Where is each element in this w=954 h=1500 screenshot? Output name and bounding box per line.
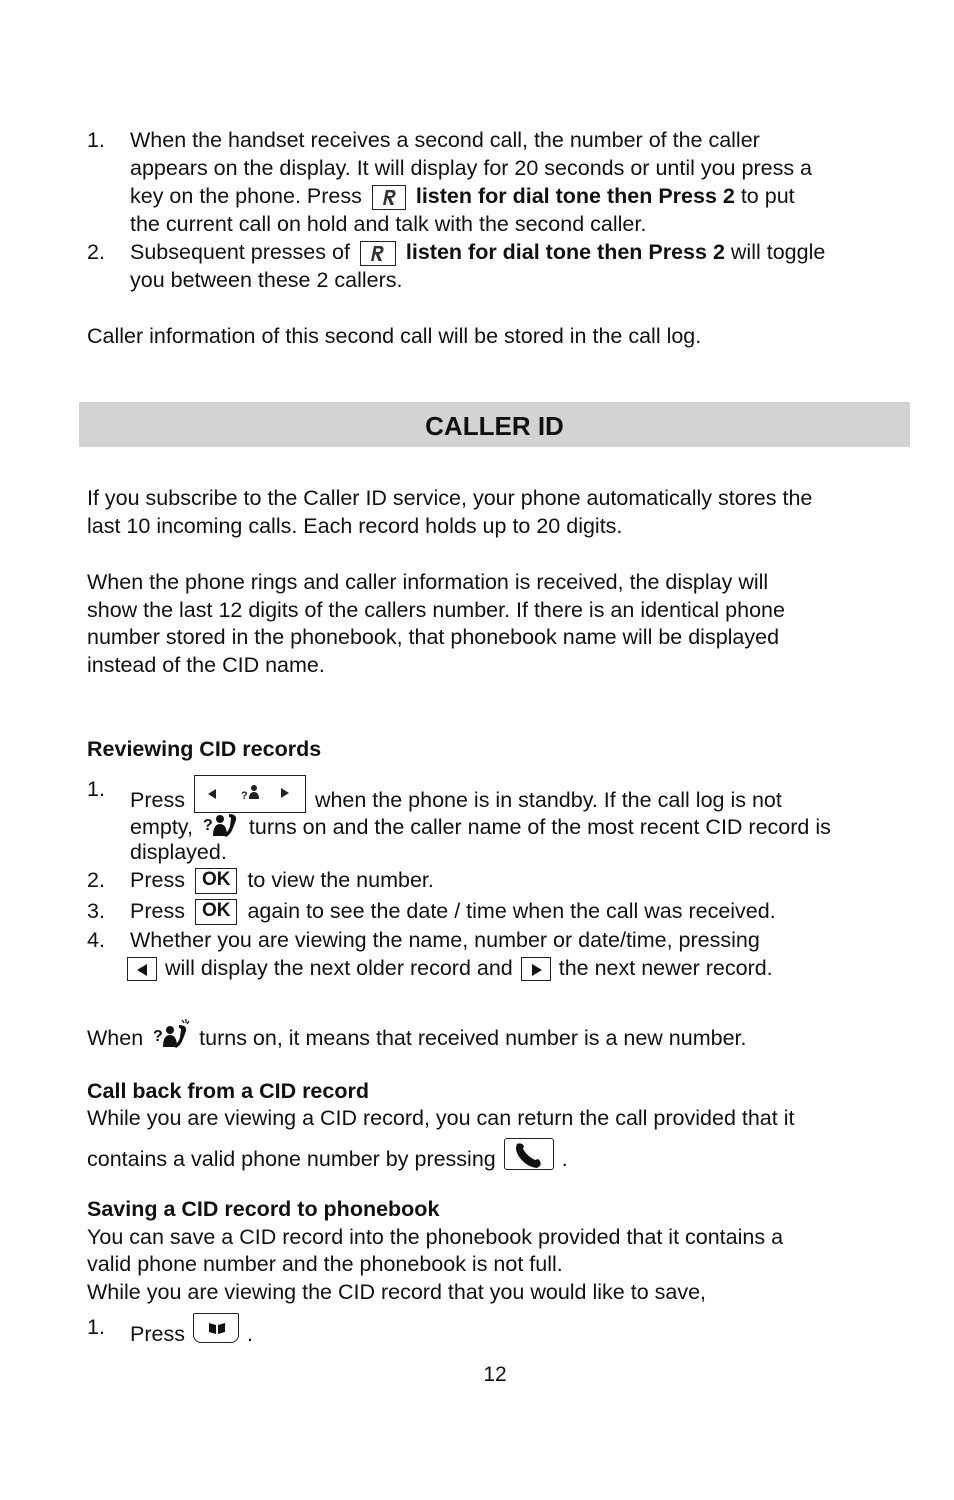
paragraph-line: displayed. [130,840,227,864]
right-arrow-key-icon [521,957,551,981]
list-number: 4. [87,928,105,952]
text-segment: key on the phone. Press [130,184,362,208]
text-segment: . [246,1322,253,1346]
left-arrow-key-icon [127,957,157,981]
paragraph-line: While you are viewing a CID record, you can return the call provided that it [87,1106,795,1130]
list-number: 3. [87,899,105,923]
paragraph-line [130,775,782,814]
list-number: 1. [87,777,105,801]
bold-instruction: listen for dial tone then Press 2 [415,184,735,208]
svg-text:?: ? [202,817,213,834]
text-segment: Press [130,1322,185,1346]
text-segment: will display the next older record and [164,956,513,980]
paragraph-line [130,1313,253,1348]
svg-text:?: ? [240,790,248,802]
text-segment: . [561,1147,568,1171]
paragraph-line [130,897,776,925]
paragraph-line: Whether you are viewing the name, number or date/time, pressing [130,928,760,952]
ok-key-icon: OK [195,868,238,894]
talk-handset-key-icon [504,1138,554,1170]
text-segment: contains a valid phone number by pressing [87,1147,496,1171]
paragraph-line: While you are viewing the CID record that you would like to save, [87,1280,707,1304]
paragraph-line [87,1019,746,1058]
paragraph-line [87,1138,568,1173]
paragraph-line: appears on the display. It will display for 20 seconds or until you press a [130,156,812,180]
text-segment: to put [740,184,795,208]
text-segment: when the phone is in standby. If the call log is not [314,788,782,812]
text-segment: Press [130,899,185,923]
text-segment: to view the number. [247,868,434,892]
subheading: Saving a CID record to phonebook [87,1197,440,1221]
paragraph-line [130,182,795,210]
text-segment: When [87,1026,144,1050]
paragraph-line [125,954,773,982]
list-number: 1. [87,128,105,152]
text-segment: turns on and the caller name of the most recent CID record is [248,815,831,839]
text-segment: the next newer record. [558,956,773,980]
ok-key-icon: OK [195,899,238,925]
section-title-bar [79,402,910,447]
page-number: 12 [483,1363,507,1386]
text-segment: turns on, it means that received number is a new number. [199,1026,747,1050]
text-segment: Press [130,868,185,892]
list-number: 2. [87,868,105,892]
subheading: Call back from a CID record [87,1079,369,1103]
paragraph-line [130,866,434,894]
list-number: 2. [87,240,105,264]
paragraph-line: You can save a CID record into the phonebook provided that it contains a [87,1225,784,1249]
paragraph-line: number stored in the phonebook, that phonebook name will be displayed [87,625,780,649]
paragraph-line: When the handset receives a second call, the number of the caller [130,128,760,152]
paragraph-line: When the phone rings and caller information is received, the display will [87,570,769,594]
paragraph-line: the current call on hold and talk with the second caller. [130,212,647,236]
paragraph-line [130,810,831,847]
paragraph-line: Caller information of this second call will be stored in the call log. [87,324,702,348]
section-title: CALLER ID [425,411,564,441]
paragraph-line: last 10 incoming calls. Each record holds up to 20 digits. [87,514,623,538]
paragraph-line: you between these 2 callers. [130,268,403,292]
nav-left-right-cid-key-icon [194,775,306,813]
paragraph-line: instead of the CID name. [87,653,325,677]
recall-r-key-icon [372,185,406,210]
text-segment: Press [130,788,185,812]
recall-r-key-icon [360,241,396,266]
paragraph-line: show the last 12 digits of the callers number. If there is an identical phone [87,598,785,622]
phonebook-key-icon [193,1313,239,1343]
paragraph-line: valid phone number and the phonebook is not full. [87,1252,563,1276]
subheading: Reviewing CID records [87,737,322,761]
paragraph-line [130,238,825,266]
list-number: 1. [87,1315,105,1339]
paragraph-line: If you subscribe to the Caller ID service, your phone automatically stores the [87,486,813,510]
text-segment: empty, [130,815,193,839]
text-segment: Subsequent presses of [130,240,350,264]
text-segment: will toggle [730,240,826,264]
caller-id-new-indicator-icon [152,1019,190,1058]
text-segment: again to see the date / time when the call was received. [247,899,776,923]
svg-text:?: ? [153,1028,163,1045]
bold-instruction: listen for dial tone then Press 2 [405,240,725,264]
